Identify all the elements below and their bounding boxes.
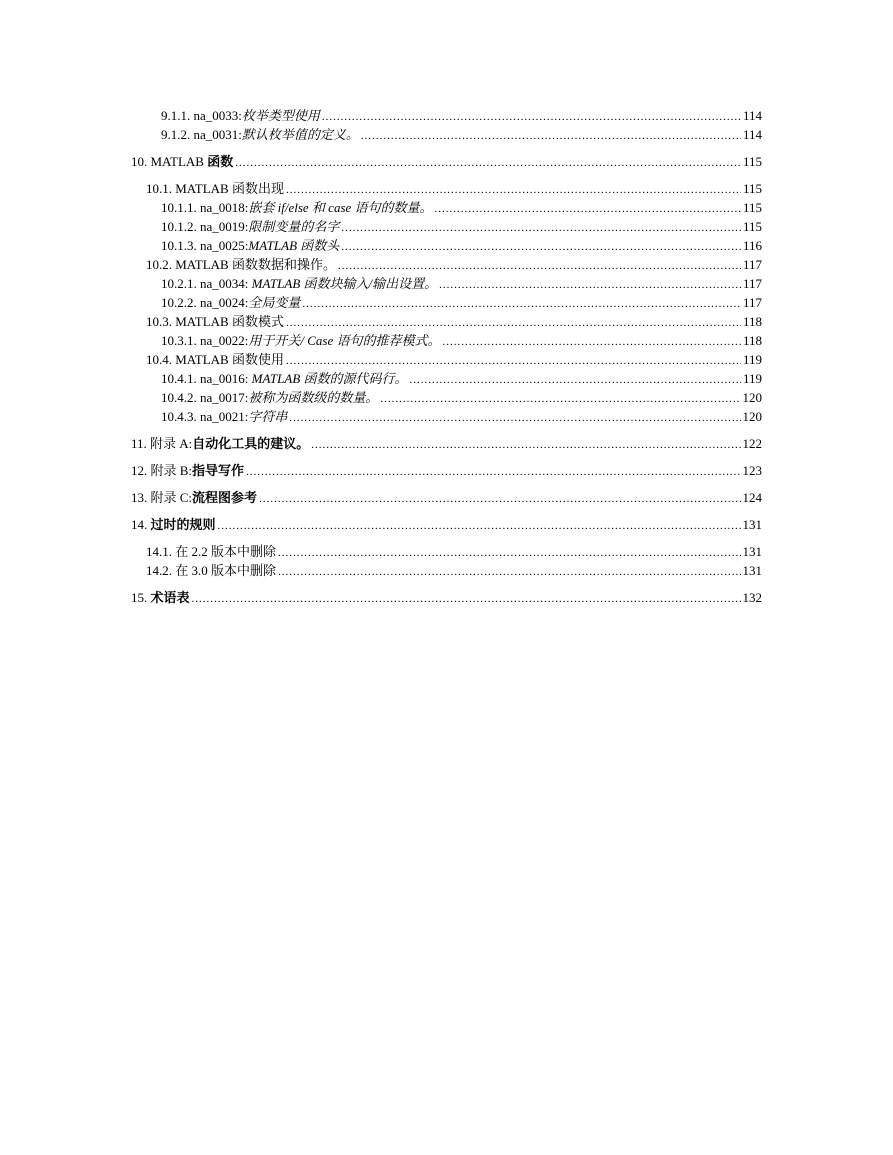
toc-entry[interactable] [131, 198, 762, 217]
toc-entry[interactable] [131, 331, 762, 350]
toc-entry-title: 自动化工具的建议。 [192, 436, 310, 451]
toc-section-entry[interactable] [131, 312, 762, 331]
toc-entry-number: 10.1. MATLAB [146, 181, 229, 196]
toc-entry-title: 术语表 [150, 590, 190, 605]
toc-entry-number: 10.4.3. na_0021: [161, 409, 249, 424]
toc-entry-number: 10.3. MATLAB [146, 314, 229, 329]
toc-entry-number: 10.3.1. na_0022: [161, 333, 249, 348]
toc-page-number: 120 [742, 409, 762, 424]
toc-leader-dots [192, 590, 741, 609]
toc-chapter-entry[interactable] [131, 152, 762, 171]
toc-entry-number: 10.4.2. na_0017: [161, 390, 249, 405]
toc-leader-dots [439, 276, 741, 295]
toc-entry[interactable] [131, 125, 762, 144]
toc-leader-dots [410, 371, 741, 390]
toc-leader-dots [278, 563, 740, 582]
toc-leader-dots [380, 390, 740, 409]
toc-page-number: 131 [742, 563, 762, 578]
toc-page-number: 119 [742, 352, 762, 367]
toc-leader-dots [302, 295, 741, 314]
toc-page-number: 122 [742, 436, 762, 451]
toc-page-number: 120 [742, 390, 762, 405]
toc-leader-dots [311, 436, 740, 455]
toc-page-number: 117 [742, 295, 762, 310]
toc-leader-dots [246, 463, 740, 482]
toc-entry-title: 函数使用 [231, 352, 284, 367]
toc-chapter-entry[interactable] [131, 461, 762, 480]
toc-page-number: 115 [742, 200, 762, 215]
toc-entry[interactable] [131, 293, 762, 312]
toc-page-number: 131 [742, 517, 762, 532]
toc-entry-title: 默认枚举值的定义。 [241, 127, 359, 142]
toc-chapter-entry[interactable] [131, 515, 762, 534]
toc-leader-dots [341, 219, 741, 238]
toc-page-number: 123 [742, 463, 762, 478]
toc-leader-dots [259, 490, 740, 509]
toc-entry-number: 9.1.1. na_0033: [161, 108, 242, 123]
toc-entry-number: 12. 附录 B: [131, 463, 193, 478]
toc-page-number: 116 [742, 238, 762, 253]
toc-leader-dots [435, 200, 741, 219]
toc-entry-title: 函数模式 [231, 314, 284, 329]
toc-page-number: 115 [742, 181, 762, 196]
toc-entry[interactable] [131, 369, 762, 388]
toc-chapter-entry[interactable] [131, 588, 762, 607]
toc-entry[interactable] [131, 388, 762, 407]
toc-entry-number: 15. [131, 590, 148, 605]
toc-entry-title: 指导写作 [192, 463, 245, 478]
toc-section-entry[interactable] [131, 255, 762, 274]
toc-page-number: 118 [742, 314, 762, 329]
toc-entry-title: 限制变量的名字 [248, 219, 340, 234]
toc-page-number: 114 [742, 108, 762, 123]
toc-entry-title: 函数 [207, 154, 234, 169]
toc-entry-title: MATLAB 函数头 [248, 238, 340, 253]
toc-entry[interactable] [131, 217, 762, 236]
table-of-contents [131, 106, 762, 607]
toc-entry-number: 11. 附录 A: [131, 436, 193, 451]
toc-entry-title: 枚举类型使用 [241, 108, 320, 123]
toc-entry[interactable] [131, 106, 762, 125]
toc-entry-number: 13. 附录 C: [131, 490, 193, 505]
toc-entry-number: 10. MATLAB [131, 154, 204, 169]
toc-page-number: 119 [742, 371, 762, 386]
toc-entry-number: 14.1. [146, 544, 172, 559]
toc-entry-number: 10.4. MATLAB [146, 352, 229, 367]
toc-leader-dots [361, 127, 741, 146]
toc-entry-number: 10.1.2. na_0019: [161, 219, 249, 234]
toc-section-entry[interactable] [131, 542, 762, 561]
toc-entry-title: 嵌套 if/else 和 case 语句的数量。 [248, 200, 433, 215]
toc-entry-title: 流程图参考 [192, 490, 258, 505]
toc-chapter-entry[interactable] [131, 434, 762, 453]
toc-page-number: 132 [742, 590, 762, 605]
toc-entry-title: 被称为函数级的数量。 [248, 390, 379, 405]
toc-entry-number: 14. [131, 517, 148, 532]
toc-page-number: 117 [742, 276, 762, 291]
toc-entry-number: 14.2. [146, 563, 172, 578]
toc-entry-title: 字符串 [248, 409, 288, 424]
toc-section-entry[interactable] [131, 179, 762, 198]
toc-entry-number: 9.1.2. na_0031: [161, 127, 242, 142]
toc-page-number: 124 [742, 490, 762, 505]
toc-entry-number: 10.2. MATLAB [146, 257, 229, 272]
toc-entry-title: 函数数据和操作。 [231, 257, 336, 272]
toc-section-entry[interactable] [131, 350, 762, 369]
toc-entry[interactable] [131, 274, 762, 293]
toc-page-number: 115 [742, 219, 762, 234]
toc-page-number: 115 [742, 154, 762, 169]
toc-leader-dots [235, 154, 741, 173]
toc-entry-title: 在 3.0 版本中删除 [175, 563, 277, 578]
toc-entry-number: 10.2.1. na_0034: [161, 276, 249, 291]
toc-entry-title: 用于开关/ Case 语句的推荐模式。 [248, 333, 441, 348]
toc-page-number: 131 [742, 544, 762, 559]
toc-page-number: 114 [742, 127, 762, 142]
toc-entry-title: 过时的规则 [150, 517, 216, 532]
toc-chapter-entry[interactable] [131, 488, 762, 507]
toc-entry-title: 函数出现 [231, 181, 284, 196]
toc-entry-title: MATLAB 函数块输入/输出设置。 [251, 276, 438, 291]
toc-entry-title: MATLAB 函数的源代码行。 [251, 371, 408, 386]
toc-leader-dots [218, 517, 741, 536]
toc-leader-dots [443, 333, 741, 352]
toc-section-entry[interactable] [131, 561, 762, 580]
toc-entry-title: 全局变量 [248, 295, 301, 310]
toc-leader-dots [278, 544, 740, 563]
toc-entry-number: 10.2.2. na_0024: [161, 295, 249, 310]
toc-entry-number: 10.4.1. na_0016: [161, 371, 249, 386]
toc-entry[interactable] [131, 236, 762, 255]
toc-entry-number: 10.1.1. na_0018: [161, 200, 249, 215]
toc-leader-dots [289, 409, 740, 428]
toc-entry[interactable] [131, 407, 762, 426]
toc-page-number: 117 [742, 257, 762, 272]
toc-entry-number: 10.1.3. na_0025: [161, 238, 249, 253]
toc-entry-title: 在 2.2 版本中删除 [175, 544, 277, 559]
toc-leader-dots [322, 108, 741, 127]
toc-leader-dots [341, 238, 741, 257]
toc-page-number: 118 [742, 333, 762, 348]
